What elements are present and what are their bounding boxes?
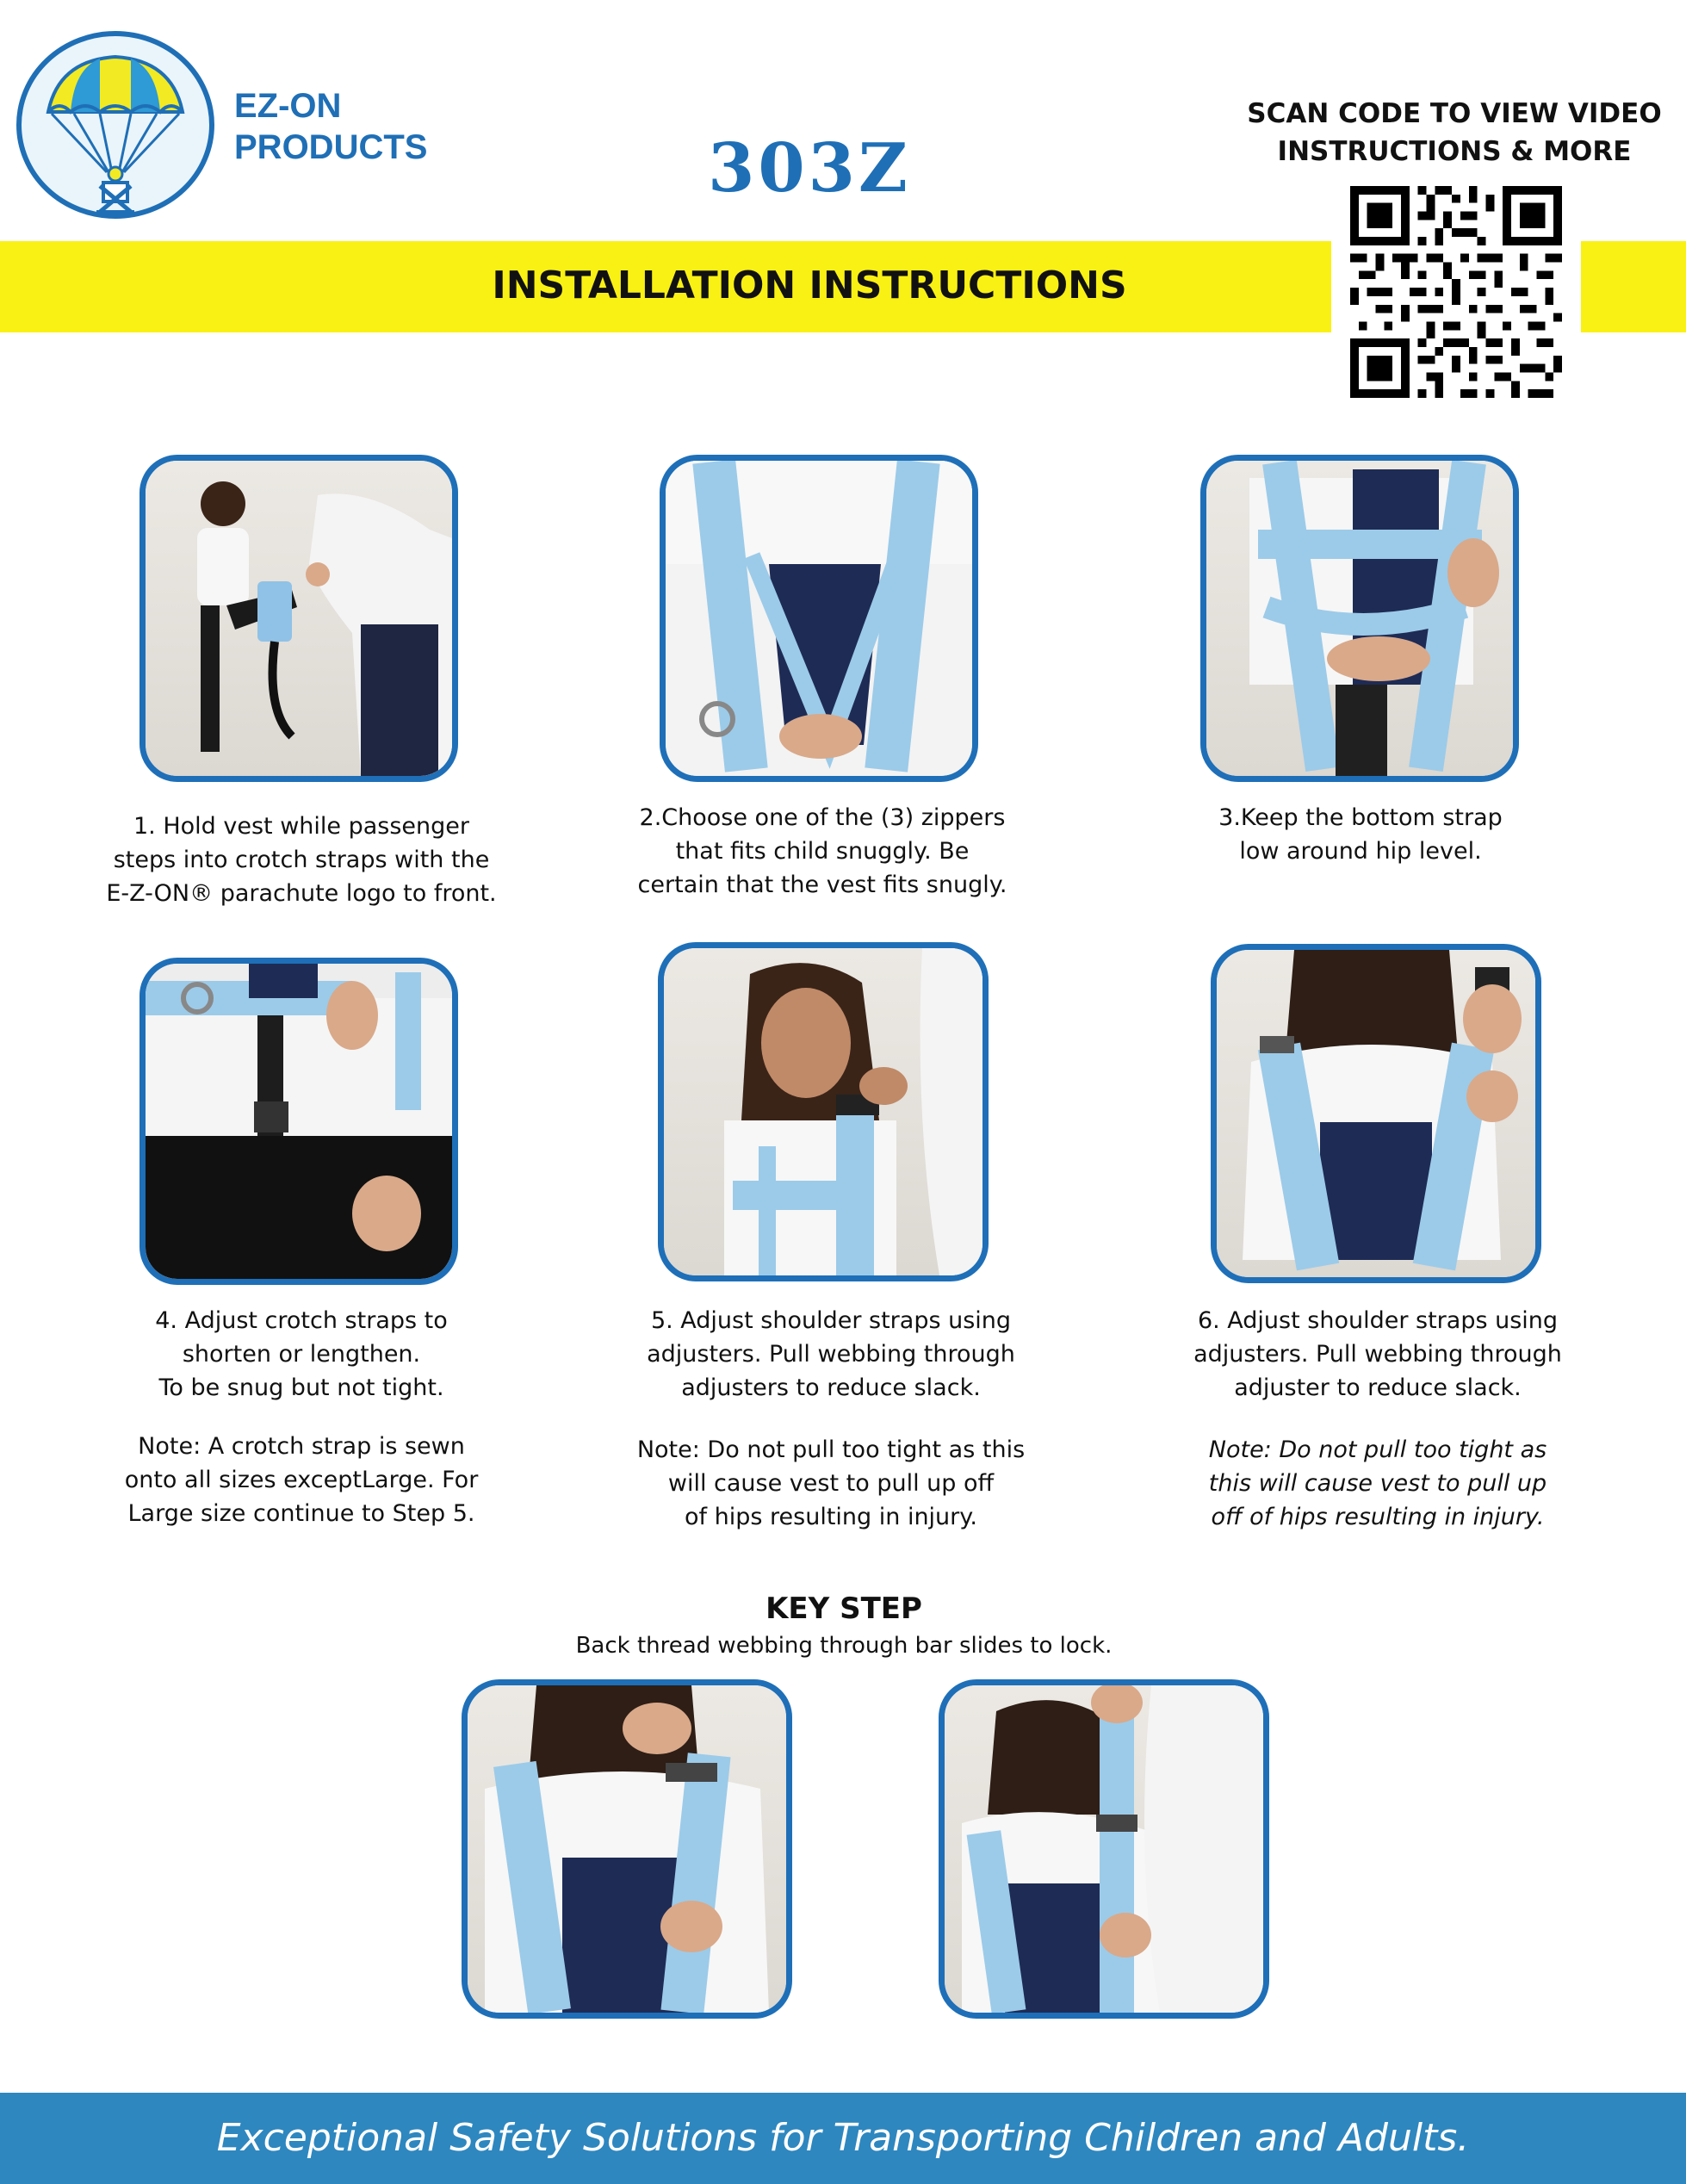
step5-line1: 5. Adjust shoulder straps using (650, 1307, 1012, 1334)
key-step-photo-right (939, 1679, 1269, 2019)
model-number: 303Z (708, 129, 911, 208)
step5-caption (594, 1304, 1068, 1405)
key-step-subtitle: Back thread webbing through bar slides to lock. (575, 1633, 1113, 1659)
brand-name-line2: PRODUCTS (234, 128, 428, 166)
step6-line3: adjuster to reduce slack. (1234, 1374, 1522, 1401)
step6-note (1145, 1433, 1610, 1534)
step4-caption (69, 1304, 534, 1405)
step2-line1: 2.Choose one of the (3) zippers (639, 804, 1006, 831)
step5-note (594, 1433, 1068, 1534)
step5-photo (658, 942, 989, 1281)
key-step-title: KEY STEP (766, 1591, 922, 1626)
step5-note-line2: will cause vest to pull up off (667, 1470, 995, 1497)
step5-note-line3: of hips resulting in injury. (685, 1504, 977, 1530)
footer-tagline: Exceptional Safety Solutions for Transporting Children and Adults. (216, 2116, 1470, 2160)
qr-code-icon[interactable] (1350, 186, 1562, 398)
step4-line3: To be snug but not tight. (158, 1374, 444, 1401)
step1-caption (69, 810, 534, 910)
step6-note-line3: off of hips resulting in injury. (1211, 1504, 1545, 1530)
step2-line3: certain that the vest fits snugly. (637, 872, 1007, 898)
step4-note (69, 1430, 534, 1530)
step4-line1: 4. Adjust crotch straps to (155, 1307, 448, 1334)
step4-photo (139, 958, 458, 1285)
step6-photo (1211, 944, 1541, 1283)
step4-note-line1: Note: A crotch strap is sewn (138, 1433, 465, 1460)
step5-line3: adjusters to reduce slack. (681, 1374, 981, 1401)
scan-instruction-line2: INSTRUCTIONS & MORE (1277, 136, 1632, 167)
step3-photo (1200, 455, 1519, 782)
step4-note-line2: onto all sizes exceptLarge. For (124, 1467, 479, 1493)
page-title: INSTALLATION INSTRUCTIONS (492, 264, 1127, 307)
step5-line2: adjusters. Pull webbing through (647, 1341, 1015, 1368)
step5-note-line1: Note: Do not pull too tight as this (636, 1436, 1026, 1463)
step1-photo (139, 455, 458, 782)
key-step-photo-left (462, 1679, 792, 2019)
step6-line2: adjusters. Pull webbing through (1193, 1341, 1562, 1368)
step1-line1: 1. Hold vest while passenger (133, 813, 469, 840)
brand-name-line1: EZ-ON (234, 87, 342, 125)
ez-on-parachute-logo (14, 29, 217, 220)
step4-note-line3: Large size continue to Step 5. (127, 1500, 475, 1527)
step6-note-line1: Note: Do not pull too tight as (1208, 1436, 1547, 1463)
step3-caption (1137, 801, 1584, 868)
step2-caption (586, 801, 1059, 902)
step2-photo (660, 455, 978, 782)
step1-line2: steps into crotch straps with the (113, 847, 490, 873)
step6-line1: 6. Adjust shoulder straps using (1197, 1307, 1559, 1334)
step6-caption (1145, 1304, 1610, 1405)
step3-line1: 3.Keep the bottom strap (1218, 804, 1503, 831)
step2-line2: that fits child snuggly. Be (675, 838, 970, 865)
step6-note-line2: this will cause vest to pull up (1208, 1470, 1547, 1497)
step4-line2: shorten or lengthen. (182, 1341, 421, 1368)
step1-line3: E-Z-ON® parachute logo to front. (106, 880, 497, 907)
scan-instruction-line1: SCAN CODE TO VIEW VIDEO (1247, 98, 1662, 129)
step3-line2: low around hip level. (1239, 838, 1482, 865)
